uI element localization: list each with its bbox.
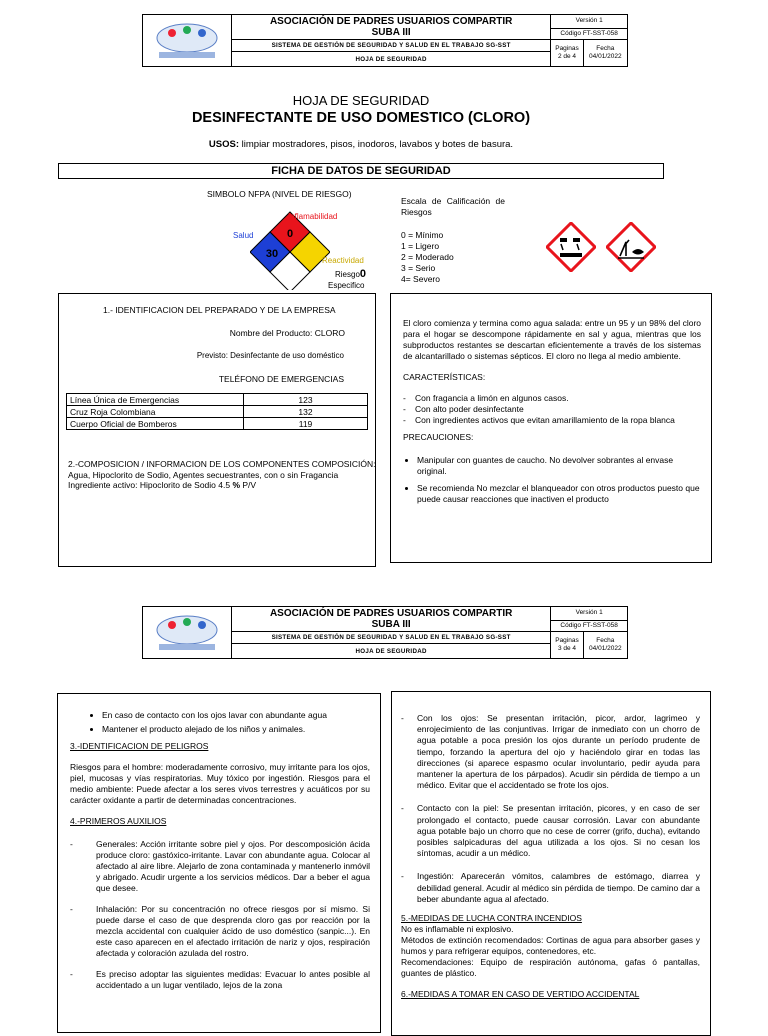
label-inflamabilidad: Inflamabilidad — [288, 212, 338, 221]
section-5-heading: 5.-MEDIDAS DE LUCHA CONTRA INCENDIOS — [401, 913, 582, 924]
pages-cell: Paginas 3 de 4 — [551, 632, 583, 659]
doc-type: HOJA DE SEGURIDAD — [232, 52, 551, 67]
emergency-table — [66, 393, 368, 430]
precauciones-list: • Manipular con guantes de caucho. No devolver sobrantes al envase original. • Se recomienda No mezclar el blanqueador con otros productos puesto que puede causar reacciones que inactiven el producto — [403, 455, 701, 505]
contact-bullets: • En caso de contacto con los ojos lavar con abundante agua • Mantener el producto alejado de los niños y animales. — [70, 710, 370, 735]
date-cell: Fecha 04/01/2022 — [583, 40, 627, 67]
doc-type: HOJA DE SEGURIDAD — [232, 644, 551, 659]
nfpa-diamond — [250, 210, 330, 290]
right-box-2 — [391, 691, 711, 1036]
environment-hazard-icon — [606, 222, 656, 272]
table-row: Cuerpo Oficial de Bomberos 119 — [67, 418, 368, 430]
right-box-1 — [390, 293, 712, 563]
left-box-2 — [57, 693, 381, 1033]
intro-text: El cloro comienza y termina como agua salada: entre un 95 y un 98% del cloro para el hogar se descompone rápidamente en sal y agua, mientras que los subproductos restantes se descartan eficientemente a través de los sistemas de alcantarillado o sistemas sépticos. El cloro no llega al medio ambiente. — [403, 318, 701, 361]
org-name: ASOCIACIÓN DE PADRES USUARIOS COMPARTIR SUBA III — [232, 607, 551, 632]
sheet-title: HOJA DE SEGURIDAD — [292, 93, 430, 108]
nfpa-flam-value: 0 — [286, 228, 294, 240]
section-3-heading: 3.-IDENTIFICACION DE PELIGROS — [70, 741, 209, 751]
pages-cell: Paginas 2 de 4 — [551, 40, 583, 67]
section-1-box — [58, 293, 376, 567]
first-aid-list: - Generales: Acción irritante sobre piel y ojos. Por descomposición ácida produce cloro: gastóxico-irritante. Lavar con abundante agua. Colocar al afectado al aire libre. Alejarlo de zona contaminada y mantenerlo inmóvil y abrigado. Acudir urgente a los servicios médicos. Dar a beber el agua que desee. - Inhalación: Por su concentración no ofrece riesgos por sí mismo. Si puede darse el caso de que desprenda cloro gas por reacción por la mezcla accidental con cualquier ácido de uso doméstico (sanpic...). En este caso aparecen en el afectado irritación de nariz y ojos, respiración afectada y coloración azulada del rostro. - Es preciso adoptar las siguientes medidas: Evacuar lo antes posible al accidentado a un lugar ventilado, lejos de la zona — [70, 839, 370, 991]
precauciones-title: PRECAUCIONES: — [403, 432, 474, 442]
system-name: SISTEMA DE GESTIÓN DE SEGURIDAD Y SALUD EN EL TRABAJO SG-SST — [232, 632, 551, 644]
usos: USOS: limpiar mostradores, pisos, inodoros, lavabos y botes de basura. — [208, 139, 514, 150]
nfpa-title: SIMBOLO NFPA (NIVEL DE RIESGO) — [207, 189, 352, 199]
caracteristicas-list: - Con fragancia a limón en algunos casos. - Con alto poder desinfectante - Con ingredientes activos que evitan amarillamiento de la ropa blanca — [403, 393, 701, 426]
label-especifico: Especifico — [328, 281, 365, 290]
org-logo — [143, 607, 232, 659]
section-5-text: No es inflamable ni explosivo. Métodos de extinción recomendados: Cortinas de agua para absorber gases y humos y para refrigerar equipos, contenedores, etc. Recomendaciones: Equipo de respiración autónoma, gafas ó pantallas, guantes de plástico. — [401, 924, 700, 979]
label-salud: Salud — [233, 231, 254, 240]
escala-list: 0 = Mínimo 1 = Ligero 2 = Moderado 3 = Serio 4= Severo — [401, 230, 454, 284]
corrosive-icon — [546, 222, 596, 272]
section-6-heading: 6.-MEDIDAS A TOMAR EN CASO DE VERTIDO ACCIDENTAL — [401, 989, 640, 1000]
section-1-heading: 1.- IDENTIFICACION DEL PREPARADO Y DE LA EMPRESA — [103, 305, 336, 315]
ficha-banner: FICHA DE DATOS DE SEGURIDAD — [58, 163, 664, 179]
section-3-text: Riesgos para el hombre: moderadamente corrosivo, muy irritante para los ojos, piel, mucosas y vías respiratorias. Muy tóxico por ingestión. Riesgos para el medio ambiente: Puede afectar a los seres vivos terrestres y acuáticos por su carácter oxidante a partir de determinadas concentraciones. — [70, 762, 370, 805]
table-row: Cruz Roja Colombiana 132 — [67, 406, 368, 418]
doc-code: Código FT-SST-058 — [551, 620, 628, 632]
exposure-list: - Con los ojos: Se presentan irritación, picor, ardor, lagrimeo y enrojecimiento de las conjuntivas. Irrigar de inmediato con un chorro de agua potable a poca presión los ojos durante un período prudente de tiempo, forzando la apertura del ojo y haciéndolo girar en todas las direcciones (si aparece espasmo ocular involuntario, pedir ayuda para mantener la apertura de los párpados). Acudir sin pérdida de tiempo a un médico. Evitar que el accidentado se frote los ojos. - Contacto con la piel: Se presentan irritación, picores, y en caso de ser prolongado el contacto, puede causar corrosión. Lavar con abundante agua potable bajo un chorro que no cese de correr (grifo, ducha), evitando posibles salpicaduras del agua utilizada a los ojos. Si no cesan los síntomas, acudir a un médico. - Ingestión: Aparecerán vómitos, calambres de estómago, diarrea y debilidad general. Acudir al médico sin pérdida de tiempo. De camino dar a beber abundante agua al afectado. — [401, 713, 700, 905]
document-header-1 — [142, 14, 628, 67]
phones-title: TELÉFONO DE EMERGENCIAS — [218, 374, 344, 384]
product-name: Nombre del Producto: CLORO — [229, 328, 345, 338]
composition: Agua, Hipoclorito de Sodio, Agentes secuestrantes, con o sin Fragancia Ingrediente activo: Hipoclorito de Sodio 4.5 % P/V — [68, 470, 339, 490]
date-cell: Fecha 04/01/2022 — [583, 632, 627, 659]
section-2-heading: 2.-COMPOSICION / INFORMACION DE LOS COMPONENTES COMPOSICIÓN: — [68, 459, 376, 469]
label-riesgo: Riesgo0 — [335, 268, 367, 280]
org-name: ASOCIACIÓN DE PADRES USUARIOS COMPARTIR SUBA III — [232, 15, 551, 40]
nfpa-health-value: 30 — [265, 248, 279, 260]
system-name: SISTEMA DE GESTIÓN DE SEGURIDAD Y SALUD EN EL TRABAJO SG-SST — [232, 40, 551, 52]
table-row: Línea Única de Emergencias 123 — [67, 394, 368, 406]
document-header-2 — [142, 606, 628, 659]
provider: Previsto: Desinfectante de uso doméstico — [196, 351, 344, 360]
doc-code: Código FT-SST-058 — [551, 28, 628, 40]
version: Versión 1 — [551, 607, 628, 621]
product-title: DESINFECTANTE DE USO DOMESTICO (CLORO) — [191, 110, 531, 126]
escala-title: Escala de Calificación de Riesgos — [401, 196, 505, 217]
label-reactividad: Reactividad — [322, 256, 364, 265]
caracteristicas-title: CARACTERÍSTICAS: — [403, 372, 486, 382]
org-logo — [143, 15, 232, 67]
section-4-heading: 4.-PRIMEROS AUXILIOS — [70, 816, 167, 826]
version: Versión 1 — [551, 15, 628, 29]
